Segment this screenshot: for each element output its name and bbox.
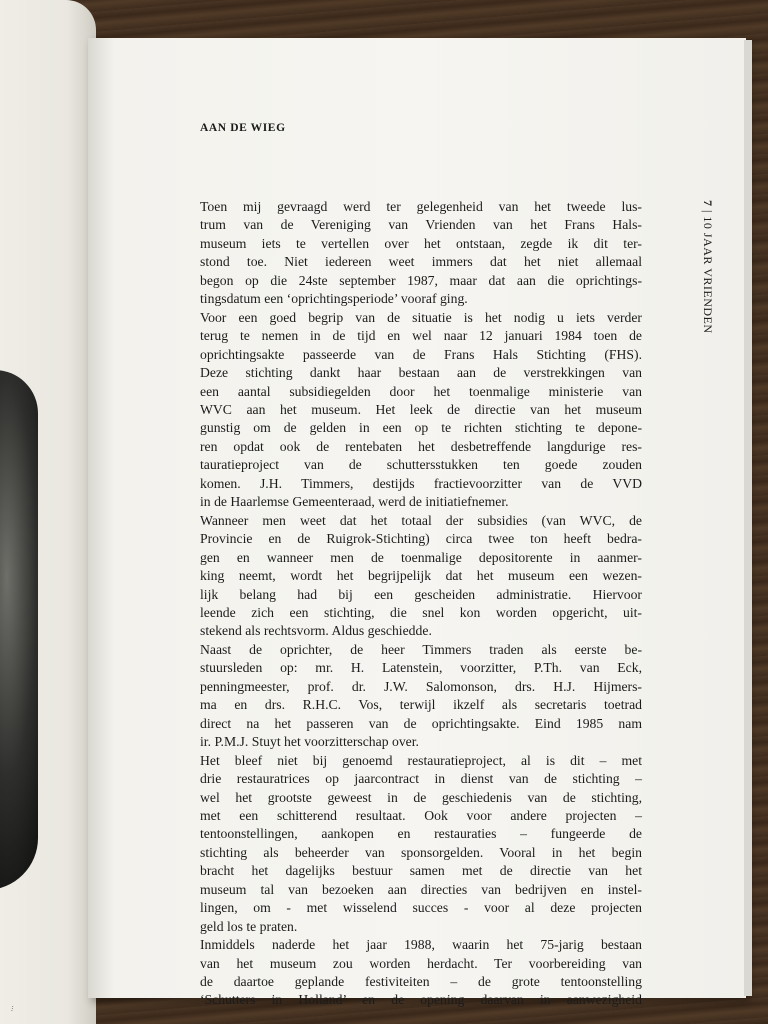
text-line: lingen, om - met wisselend succes - voor al deze projecten [200,900,642,916]
page-number: 7 [701,200,715,207]
text-line: met een schitterend resultaat. Ook voor andere projecten – [200,807,642,823]
text-line: oprichtingsakte passeerde van de Frans Hals Stichting (FHS). [200,346,642,362]
page-edge-stack [744,40,752,996]
text-line: drie restauratrices op jaarcontract in dienst van de stichting – [200,771,642,787]
text-line: tingsdatum een ‘oprichtingsperiode’ vooraf ging. [200,291,468,307]
text-line: Het bleef niet bij genoemd restauratieproject, al is dit – met [200,752,642,768]
text-line: ‘Schutters in Holland’ en de opening daarvan in aanwezigheid [200,992,642,1008]
text-line: lijk belang had bij een gescheiden administratie. Hiervoor [200,586,642,602]
text-line: stichting als beheerder van sponsorgelden. Vooral in het begin [200,844,642,860]
text-line: tentoonstellingen, aankopen en restauraties – fungeerde de [200,826,642,842]
text-line: gunstig om de gelden in een op te richten stichting te depone- [200,420,642,436]
book-title: 10 JAAR VRIENDEN [701,216,715,334]
left-page-photo [0,370,38,890]
text-line: stond toe. Niet iedereen weet immers dat het niet allemaal [200,254,642,270]
text-line: geld los te praten. [200,918,298,934]
text-line: direct na het passeren van de oprichtingsakte. Eind 1985 nam [200,715,642,731]
text-line: gen en wanneer men de toenmalige depositorente in aanmer- [200,549,642,565]
chapter-heading: AAN DE WIEG [200,122,286,134]
text-line: penningmeester, prof. dr. J.W. Salomonson, drs. H.J. Hijmers- [200,678,642,694]
text-line: komen. J.H. Timmers, destijds fractievoorzitter van de VVD [200,475,642,491]
left-page [0,0,96,1024]
text-line: Inmiddels naderde het jaar 1988, waarin het 75-jarig bestaan [200,937,642,953]
running-header [700,200,715,334]
text-line: stuursleden op: mr. H. Latenstein, voorzitter, P.Th. van Eck, [200,660,642,676]
text-line: Wanneer men weet dat het totaal der subsidies (van WVC, de [200,512,642,528]
text-line: stekend als rechtsvorm. Aldus geschiedde. [200,623,432,639]
text-line: Provincie en de Ruigrok-Stichting) circa twee ton heeft bedra- [200,531,642,547]
text-line: wel het grootste geweest in de geschiedenis van de stichting, [200,789,642,805]
body-text [200,198,642,1010]
header-divider: | [701,210,715,213]
text-line: bracht het dagelijks bestuur samen met de directie van het [200,863,642,879]
text-line: Voor een goed begrip van de situatie is het nodig u iets verder [200,309,642,325]
text-line: WVC aan het museum. Het leek de directie van het museum [200,401,642,417]
text-line: ma en drs. R.H.C. Vos, terwijl ikzelf als secretaris toetrad [200,697,642,713]
text-line: ir. P.M.J. Stuyt het voorzitterschap over. [200,734,419,750]
text-line: museum tal van bezoeken aan directies van bedrijven en instel- [200,881,642,897]
text-line: terug te nemen in de tijd en wel naar 12 januari 1984 toen de [200,328,642,344]
text-line: tauratieproject van de schuttersstukken ten goede zouden [200,457,642,473]
text-line: leende zich een stichting, die snel kon worden opgericht, uit- [200,604,642,620]
text-line: king neemt, wordt het begrijpelijk dat het museum een wezen- [200,568,642,584]
text-line: Deze stichting dankt haar bestaan aan de verstrekkingen van [200,365,642,381]
text-line: de daartoe geplande festiviteiten – de grote tentoonstelling [200,974,642,990]
text-line: ren opdat ook de rentebaten het desbetreffende langdurige res- [200,438,642,454]
text-line: museum iets te vertellen over het ontstaan, zegde ik dit ter- [200,235,642,251]
text-line: trum van de Vereniging van Vrienden van het Frans Hals- [200,217,642,233]
text-line: Toen mij gevraagd werd ter gelegenheid van het tweede lus- [200,199,642,214]
text-line: van het museum zou worden herdacht. Ter voorbereiding van [200,955,642,971]
text-line: begon op die 24ste september 1987, maar dat aan die oprichtings- [200,272,642,288]
left-page-caption: ... [5,1004,16,1012]
text-line: in de Haarlemse Gemeenteraad, werd de initiatiefnemer. [200,494,509,510]
text-line: een aantal subsidiegelden door het toenmalige ministerie van [200,383,642,399]
text-line: Naast de oprichter, de heer Timmers traden als eerste be- [200,641,642,657]
